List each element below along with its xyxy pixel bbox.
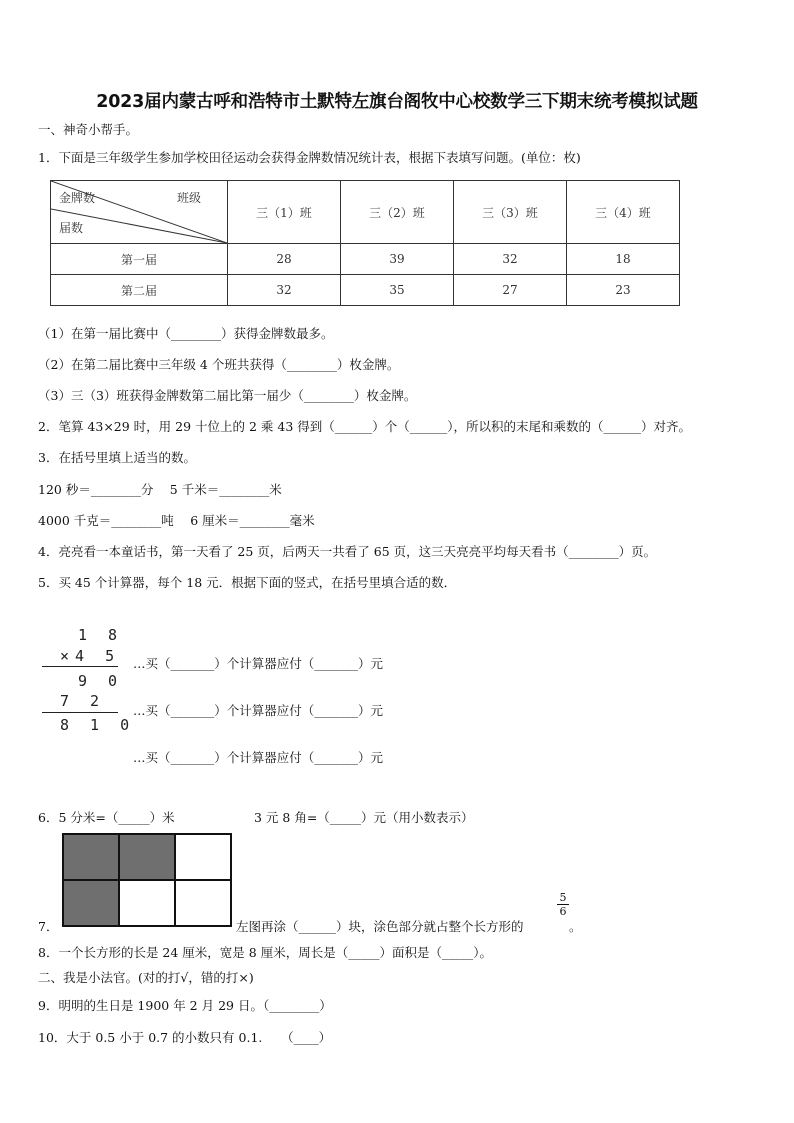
- corner-label-class: 班级: [177, 191, 202, 205]
- question-8: 8．一个长方形的长是 24 厘米，宽是 8 厘米，周长是（_____）面积是（_____）。: [38, 945, 492, 960]
- question-9: 9．明明的生日是 1900 年 2 月 29 日。（________）: [38, 998, 332, 1013]
- question-3-line1: 120 秒＝________分 5 千米＝________米: [38, 482, 282, 497]
- vertical-calc-line: [42, 712, 118, 713]
- table-row: [51, 275, 680, 306]
- vertical-calc-multiplier: ×4 5: [60, 647, 121, 665]
- question-1-sub1: （1）在第一届比赛中（________）获得金牌数最多。: [38, 326, 334, 341]
- medal-count-table: [50, 180, 680, 306]
- question-5-answer-line: …买（_______）个计算器应付（_______）元: [133, 750, 384, 765]
- table-corner-cell: [51, 181, 228, 244]
- table-cell: 28: [228, 244, 341, 275]
- question-4: 4．亮亮看一本童话书，第一天看了 25 页，后两天一共看了 65 页，这三天亮亮平均每天看书（________）页。: [38, 544, 657, 559]
- question-10: 10．大于 0.5 小于 0.7 的小数只有 0.1. （____）: [38, 1030, 332, 1045]
- vertical-calc-partial1: 9 0: [78, 672, 124, 690]
- page-title: 2023届内蒙古呼和浩特市土默特左旗台阁牧中心校数学三下期末统考模拟试题: [96, 92, 698, 112]
- fraction-numerator: 5: [559, 891, 567, 904]
- row-label: 第一届: [51, 244, 228, 275]
- question-1-sub3: （3）三（3）班获得金牌数第二届比第一届少（________）枚金牌。: [38, 388, 417, 403]
- question-6-part1: 6．5 分米=（_____）米: [38, 810, 175, 825]
- table-header-cell: 三（4）班: [567, 181, 680, 244]
- section-heading-1: 一、神奇小帮手。: [38, 122, 139, 137]
- question-1-sub2: （2）在第二届比赛中三年级 4 个班共获得（________）枚金牌。: [38, 357, 400, 372]
- vertical-calc-partial2: 7 2: [60, 692, 106, 710]
- table-cell: 32: [454, 244, 567, 275]
- question-1-stem: 1．下面是三年级学生参加学校田径运动会获得金牌数情况统计表，根据下表填写问题。(单位：枚): [38, 150, 581, 165]
- question-7-number: 7．: [38, 919, 59, 934]
- table-header-cell: 三（3）班: [454, 181, 567, 244]
- row-label: 第二届: [51, 275, 228, 306]
- question-7-text: 左图再涂（______）块，涂色部分就占整个长方形的: [236, 919, 524, 934]
- corner-label-sessions: 届数: [59, 221, 84, 235]
- question-5-stem: 5．买 45 个计算器，每个 18 元．根据下面的竖式，在括号里填合适的数．: [38, 575, 457, 590]
- table-cell: 39: [341, 244, 454, 275]
- question-7-end: 。: [569, 919, 582, 934]
- vertical-calc-product: 8 1 0: [60, 716, 136, 734]
- table-cell: 35: [341, 275, 454, 306]
- table-cell: 32: [228, 275, 341, 306]
- table-row: [51, 244, 680, 275]
- grid-cell-empty: [175, 834, 231, 880]
- grid-cell-empty: [119, 880, 175, 926]
- grid-cell-shaded: [119, 834, 175, 880]
- grid-cell-empty: [175, 880, 231, 926]
- section-heading-2: 二、我是小法官。(对的打√，错的打×): [38, 970, 254, 985]
- question-5-answer-line: …买（_______）个计算器应付（_______）元: [133, 703, 384, 718]
- table-cell: 27: [454, 275, 567, 306]
- table-cell: 23: [567, 275, 680, 306]
- question-3-line2: 4000 千克＝________吨 6 厘米＝________毫米: [38, 513, 315, 528]
- grid-cell-shaded: [63, 834, 119, 880]
- question-6-part2: 3 元 8 角=（_____）元（用小数表示）: [254, 810, 474, 825]
- fraction-denominator: 6: [557, 904, 569, 918]
- rectangle-grid: [62, 833, 232, 927]
- question-5-answer-line: …买（_______）个计算器应付（_______）元: [133, 656, 384, 671]
- vertical-calc-multiplicand: 1 8: [78, 626, 124, 644]
- table-header-cell: 三（1）班: [228, 181, 341, 244]
- table-cell: 18: [567, 244, 680, 275]
- question-2: 2．笔算 43×29 时，用 29 十位上的 2 乘 43 得到（______）个（______），所以积的末尾和乘数的（______）对齐。: [38, 419, 692, 434]
- question-3-stem: 3．在括号里填上适当的数。: [38, 450, 196, 465]
- corner-label-medals: 金牌数: [59, 191, 96, 205]
- fraction-five-sixths: [557, 891, 569, 918]
- grid-cell-shaded: [63, 880, 119, 926]
- vertical-calc-line: [42, 666, 118, 667]
- table-header-cell: 三（2）班: [341, 181, 454, 244]
